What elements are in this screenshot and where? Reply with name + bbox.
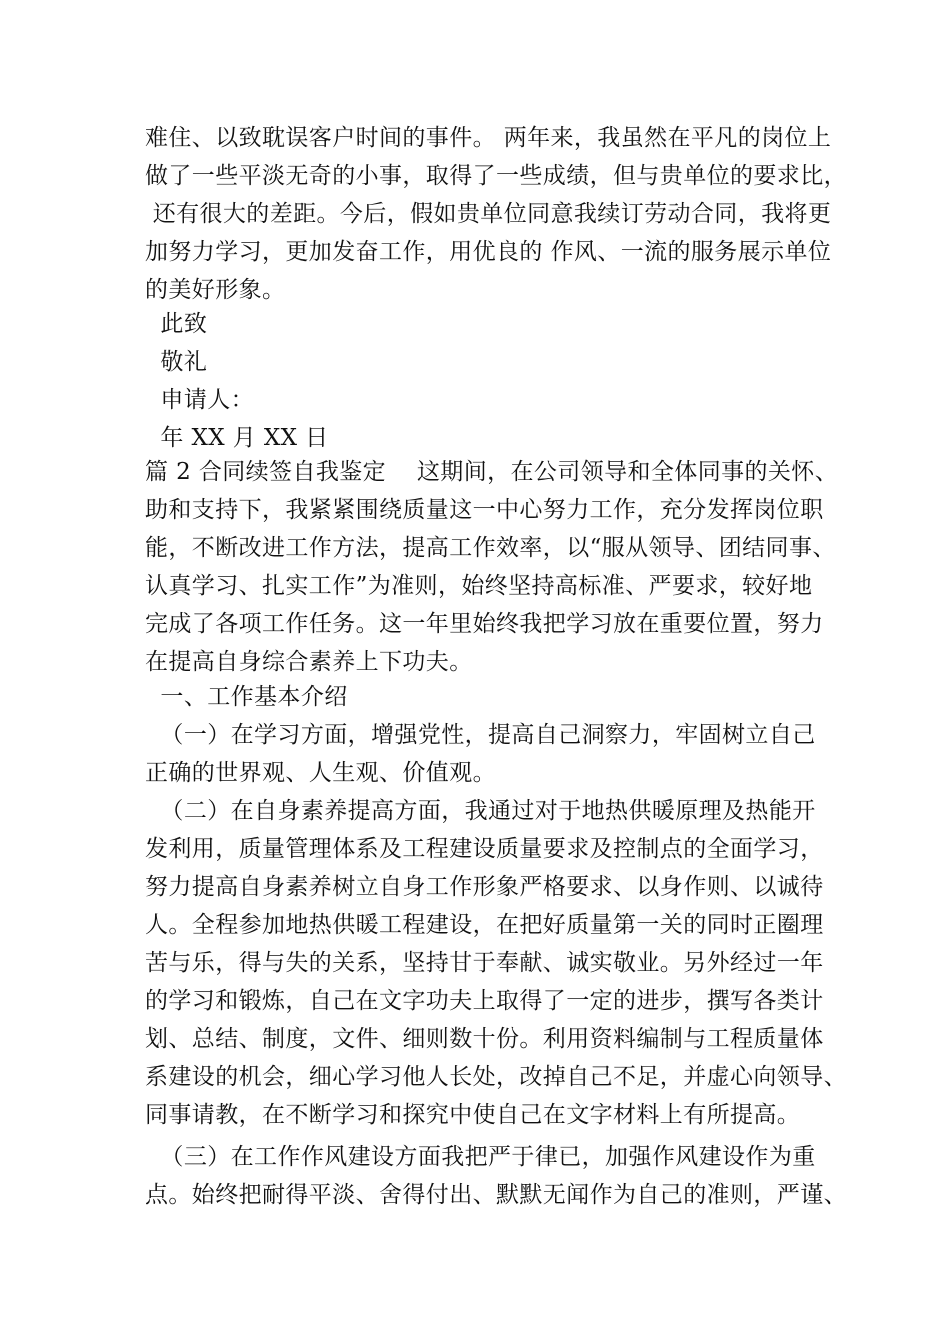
body-text-line: 难住、以致耽误客户时间的事件。 两年来，我虽然在平凡的岗位上 [145, 125, 832, 151]
body-text-line: 能，不断改进工作方法，提高工作效率，以“服从领导、团结同事、 [145, 535, 836, 561]
body-text-line: 同事请教，在不断学习和探究中使自己在文字材料上有所提高。 [145, 1102, 801, 1128]
body-text-line: 点。始终把耐得平淡、舍得付出、默默无闻作为自己的准则，严谨、 [145, 1182, 847, 1208]
body-text-line: 在提高自身综合素养上下功夫。 [145, 649, 473, 675]
body-text-line: 系建设的机会，细心学习他人长处，改掉自己不足，并虚心向领导、 [145, 1064, 847, 1090]
body-text-line: 认真学习、扎实工作”为准则，始终坚持高标准、严要求，较好地 [145, 573, 813, 599]
body-text-line: 人。全程参加地热供暖工程建设，在把好质量第一关的同时正圈理 [145, 912, 824, 938]
closing-salutation: 此致 [145, 311, 208, 337]
body-text-line: 努力提高自身素养树立自身工作形象严格要求、以身作则、以诚待 [145, 874, 824, 900]
body-text-line: 苦与乐，得与失的关系，坚持甘于奉献、诚实敬业。另外经过一年 [145, 950, 824, 976]
body-text-line: 加努力学习，更加发奋工作，用优良的 作风、一流的服务展示单位 [145, 239, 832, 265]
body-text-line: 的美好形象。 [145, 277, 286, 303]
body-text-line: 助和支持下，我紧紧围绕质量这一中心努力工作，充分发挥岗位职 [145, 497, 824, 523]
closing-regards: 敬礼 [145, 349, 208, 375]
body-text-line: （二）在自身素养提高方面，我通过对于地热供暖原理及热能开 [145, 798, 816, 824]
date-line: 年 XX 月 XX 日 [145, 425, 329, 451]
applicant-label: 申请人： [145, 387, 255, 413]
body-text-line: 做了一些平淡无奇的小事，取得了一些成绩，但与贵单位的要求比， [145, 163, 847, 189]
body-text-line: 发利用，质量管理体系及工程建设质量要求及控制点的全面学习， [145, 836, 824, 862]
body-text-line: （三）在工作作风建设方面我把严于律已，加强作风建设作为重 [145, 1144, 816, 1170]
body-text-line: 划、总结、制度，文件、细则数十份。利用资料编制与工程质量体 [145, 1026, 824, 1052]
subsection-heading: 一、工作基本介绍 [145, 684, 348, 710]
body-text-line: 的学习和锻炼，自己在文字功夫上取得了一定的进步，撰写各类计 [145, 988, 824, 1014]
body-text-line: （一）在学习方面，增强党性，提高自己洞察力，牢固树立自己 [145, 722, 816, 748]
body-text-line: 还有很大的差距。今后，假如贵单位同意我续订劳动合同，我将更 [145, 201, 832, 227]
body-text-line: 正确的世界观、人生观、价值观。 [145, 760, 496, 786]
body-text-line: 完成了各项工作任务。这一年里始终我把学习放在重要位置，努力 [145, 611, 824, 637]
section-heading-line: 篇 2 合同续签自我鉴定 这期间，在公司领导和全体同事的关怀、 [145, 459, 839, 485]
